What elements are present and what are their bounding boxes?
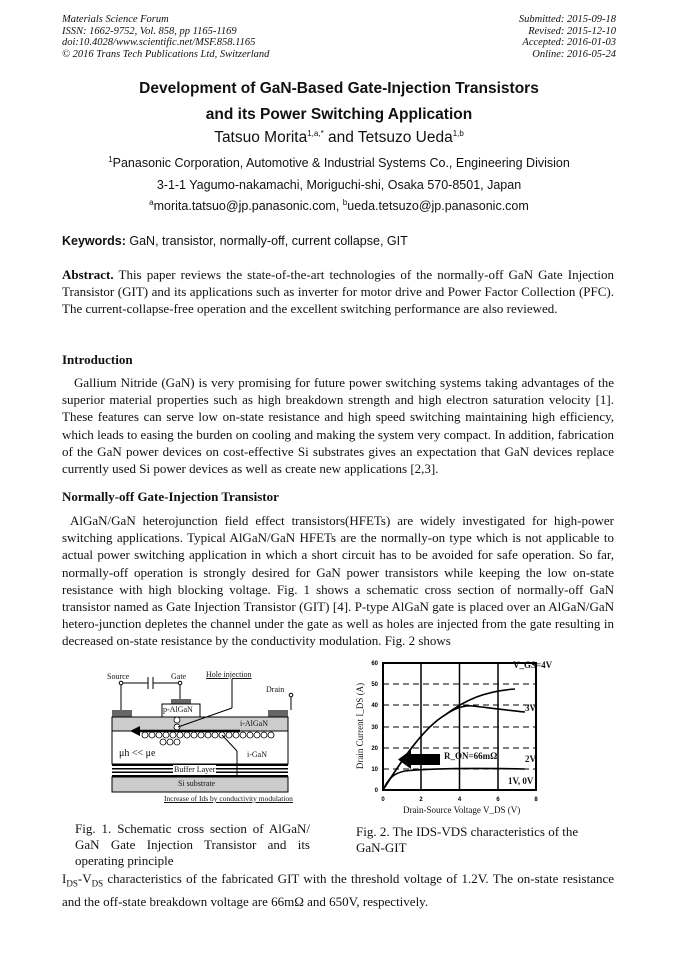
abstract <box>62 266 614 318</box>
label-i-algan: i-AlGaN <box>240 719 268 728</box>
svg-text:0: 0 <box>381 797 385 803</box>
label-buffer-layer: Buffer Layer <box>174 765 216 774</box>
author-2-sup: 1,b <box>452 128 464 138</box>
annotation-1v-0v: 1V, 0V <box>508 776 534 786</box>
intro-paragraph: Gallium Nitride (GaN) is very promising for future power switching systems taking advantages of the superior material properties such as high breakdown strength and high electron saturation velocity [1]. These features can serve low on-state resistance and high speed switching maintaining high efficiency, which leads to easing the burden on cooling and making the system very compact. In addition, fabrication of the GaN power devices on cost-effective Si substrates gives an expectation that GaN devices replace currently used Si power devices as well as create new applications [2,3]. <box>62 375 614 477</box>
affiliation <box>0 156 678 170</box>
annotation-3v: 3V <box>525 703 536 713</box>
ids-subscript: DS <box>66 878 78 889</box>
svg-text:0: 0 <box>374 788 378 794</box>
svg-text:30: 30 <box>371 725 378 731</box>
keywords-label: Keywords: <box>62 234 126 248</box>
journal-header-right <box>519 14 616 60</box>
author-1-sup: 1,a,* <box>307 128 324 138</box>
issn-info: ISSN: 1662-9752, Vol. 858, pp 1165-1169 <box>62 25 237 37</box>
vds-subscript: DS <box>91 878 104 889</box>
paper-title-line1: Development of GaN-Based Gate-Injection Transistors <box>139 80 539 97</box>
svg-text:8: 8 <box>534 797 538 803</box>
accepted-date: Accepted: 2016-01-03 <box>522 37 616 48</box>
email-b-sup: b <box>342 197 348 207</box>
svg-text:50: 50 <box>371 682 378 688</box>
intro-heading: Introduction <box>62 352 133 367</box>
label-gate: Gate <box>171 672 187 681</box>
author-1: Tatsuo Morita <box>214 129 308 146</box>
continuation-text: characteristics of the fabricated GIT with the threshold voltage of 1.2V. The on-state resistance and the off-state breakdown voltage are 66mΩ and 650V, respectively. <box>62 871 614 909</box>
label-i-gan: i-GaN <box>247 750 267 759</box>
svg-text:20: 20 <box>371 746 378 752</box>
annotation-2v: 2V <box>525 754 536 764</box>
svg-text:2: 2 <box>419 797 423 803</box>
figure-2-chart <box>355 655 553 815</box>
journal-header-left <box>62 14 269 60</box>
email-a: morita.tatsuo@jp.panasonic.com, <box>153 199 343 213</box>
svg-text:40: 40 <box>371 703 378 709</box>
paper-title-line2: and its Power Switching Application <box>205 106 473 123</box>
figure-2-caption: Fig. 2. The IDS-VDS characteristics of the GaN-GIT <box>356 824 579 855</box>
emails <box>0 199 678 213</box>
email-b: ueda.tetsuzo@jp.panasonic.com <box>347 199 529 213</box>
continuation-paragraph <box>62 870 614 910</box>
annotation-vgs-4v: V_GS=4V <box>513 660 553 670</box>
y-axis-label: Drain Current I_DS (A) <box>355 682 366 770</box>
abstract-text: This paper reviews the state-of-the-art technologies of the normally-off GaN Gate Injection Transistor (GIT) and its applications such as inverter for motor drive and Power Factor Collection (PFC). The current-collapse-free operation and the excellent switching performance are also reviewed. <box>62 267 614 317</box>
doi-info: doi:10.4028/www.scientific.net/MSF.858.1165 <box>62 37 256 48</box>
submitted-date: Submitted: 2015-09-18 <box>518 14 616 25</box>
git-heading: Normally-off Gate-Injection Transistor <box>62 489 279 504</box>
svg-text:4: 4 <box>457 797 462 803</box>
author-and: and <box>323 129 358 146</box>
online-date: Online: 2016-05-24 <box>532 48 616 60</box>
label-hole-injection: Hole injection <box>206 670 252 679</box>
address: 3-1-1 Yagumo-nakamachi, Moriguchi-shi, Osaka 570-8501, Japan <box>156 178 522 192</box>
journal-name: Materials Science Forum <box>62 14 169 25</box>
git-paragraph: AlGaN/GaN heterojunction field effect transistors(HFETs) are widely investigated for high-power switching applications. Typical AlGaN/GaN HFETs are the normally-on type which is not applicable to actual power switching application in which a short circuit has to be avoided for safe operation. So far, normally-off operation is strongly desired for GaN power transistors while keeping the low on-state resistance with high blocking voltage. Fig. 1 shows a schematic cross section of normally-off GaN transistor named as Gate Injection Transistor (GIT) [4]. P-type AlGaN gate is placed over an AlGaN/GaN hetero-junction depletes the channel under the gate as well as holes are injected from the gate resulting in decreased on-state resistance by the conductivity modulation. Fig. 2 shows <box>62 513 614 649</box>
figure-1-caption: Fig. 1. Schematic cross section of AlGaN/ GaN Gate Injection Transistor and its operating principle <box>75 821 310 868</box>
affiliation-text: Panasonic Corporation, Automotive & Industrial Systems Co., Engineering Division <box>112 156 570 170</box>
label-drain: Drain <box>266 685 285 694</box>
svg-text:6: 6 <box>496 797 500 803</box>
label-increase-ids: Increase of Ids by conductivity modulation <box>164 794 293 803</box>
copyright-info: © 2016 Trans Tech Publications Ltd, Switzerland <box>62 48 270 60</box>
revised-date: Revised: 2015-12-10 <box>528 25 616 37</box>
figure-1-schematic <box>100 665 315 810</box>
abstract-label: Abstract. <box>62 267 114 282</box>
svg-text:10: 10 <box>371 767 378 773</box>
authors <box>0 129 678 147</box>
ids-symbol: I <box>62 871 67 886</box>
annotation-ron: R_ON=66mΩ <box>444 751 498 761</box>
label-si-substrate: Si substrate <box>178 779 216 788</box>
keywords-text: GaN, transistor, normally-off, current collapse, GIT <box>125 234 408 248</box>
label-mobility: μh << μe <box>119 748 156 759</box>
ids-vds-chart <box>355 655 545 815</box>
x-axis-label: Drain-Source Voltage V_DS (V) <box>403 805 521 815</box>
label-p-algan: p-AlGaN <box>163 705 193 714</box>
author-2: Tetsuzo Ueda <box>357 129 453 146</box>
svg-text:60: 60 <box>371 661 378 667</box>
keywords <box>62 234 408 248</box>
vds-symbol: -V <box>77 871 92 886</box>
affiliation-sup: 1 <box>108 154 113 164</box>
label-source: Source <box>107 672 130 681</box>
email-a-sup: a <box>149 197 154 207</box>
